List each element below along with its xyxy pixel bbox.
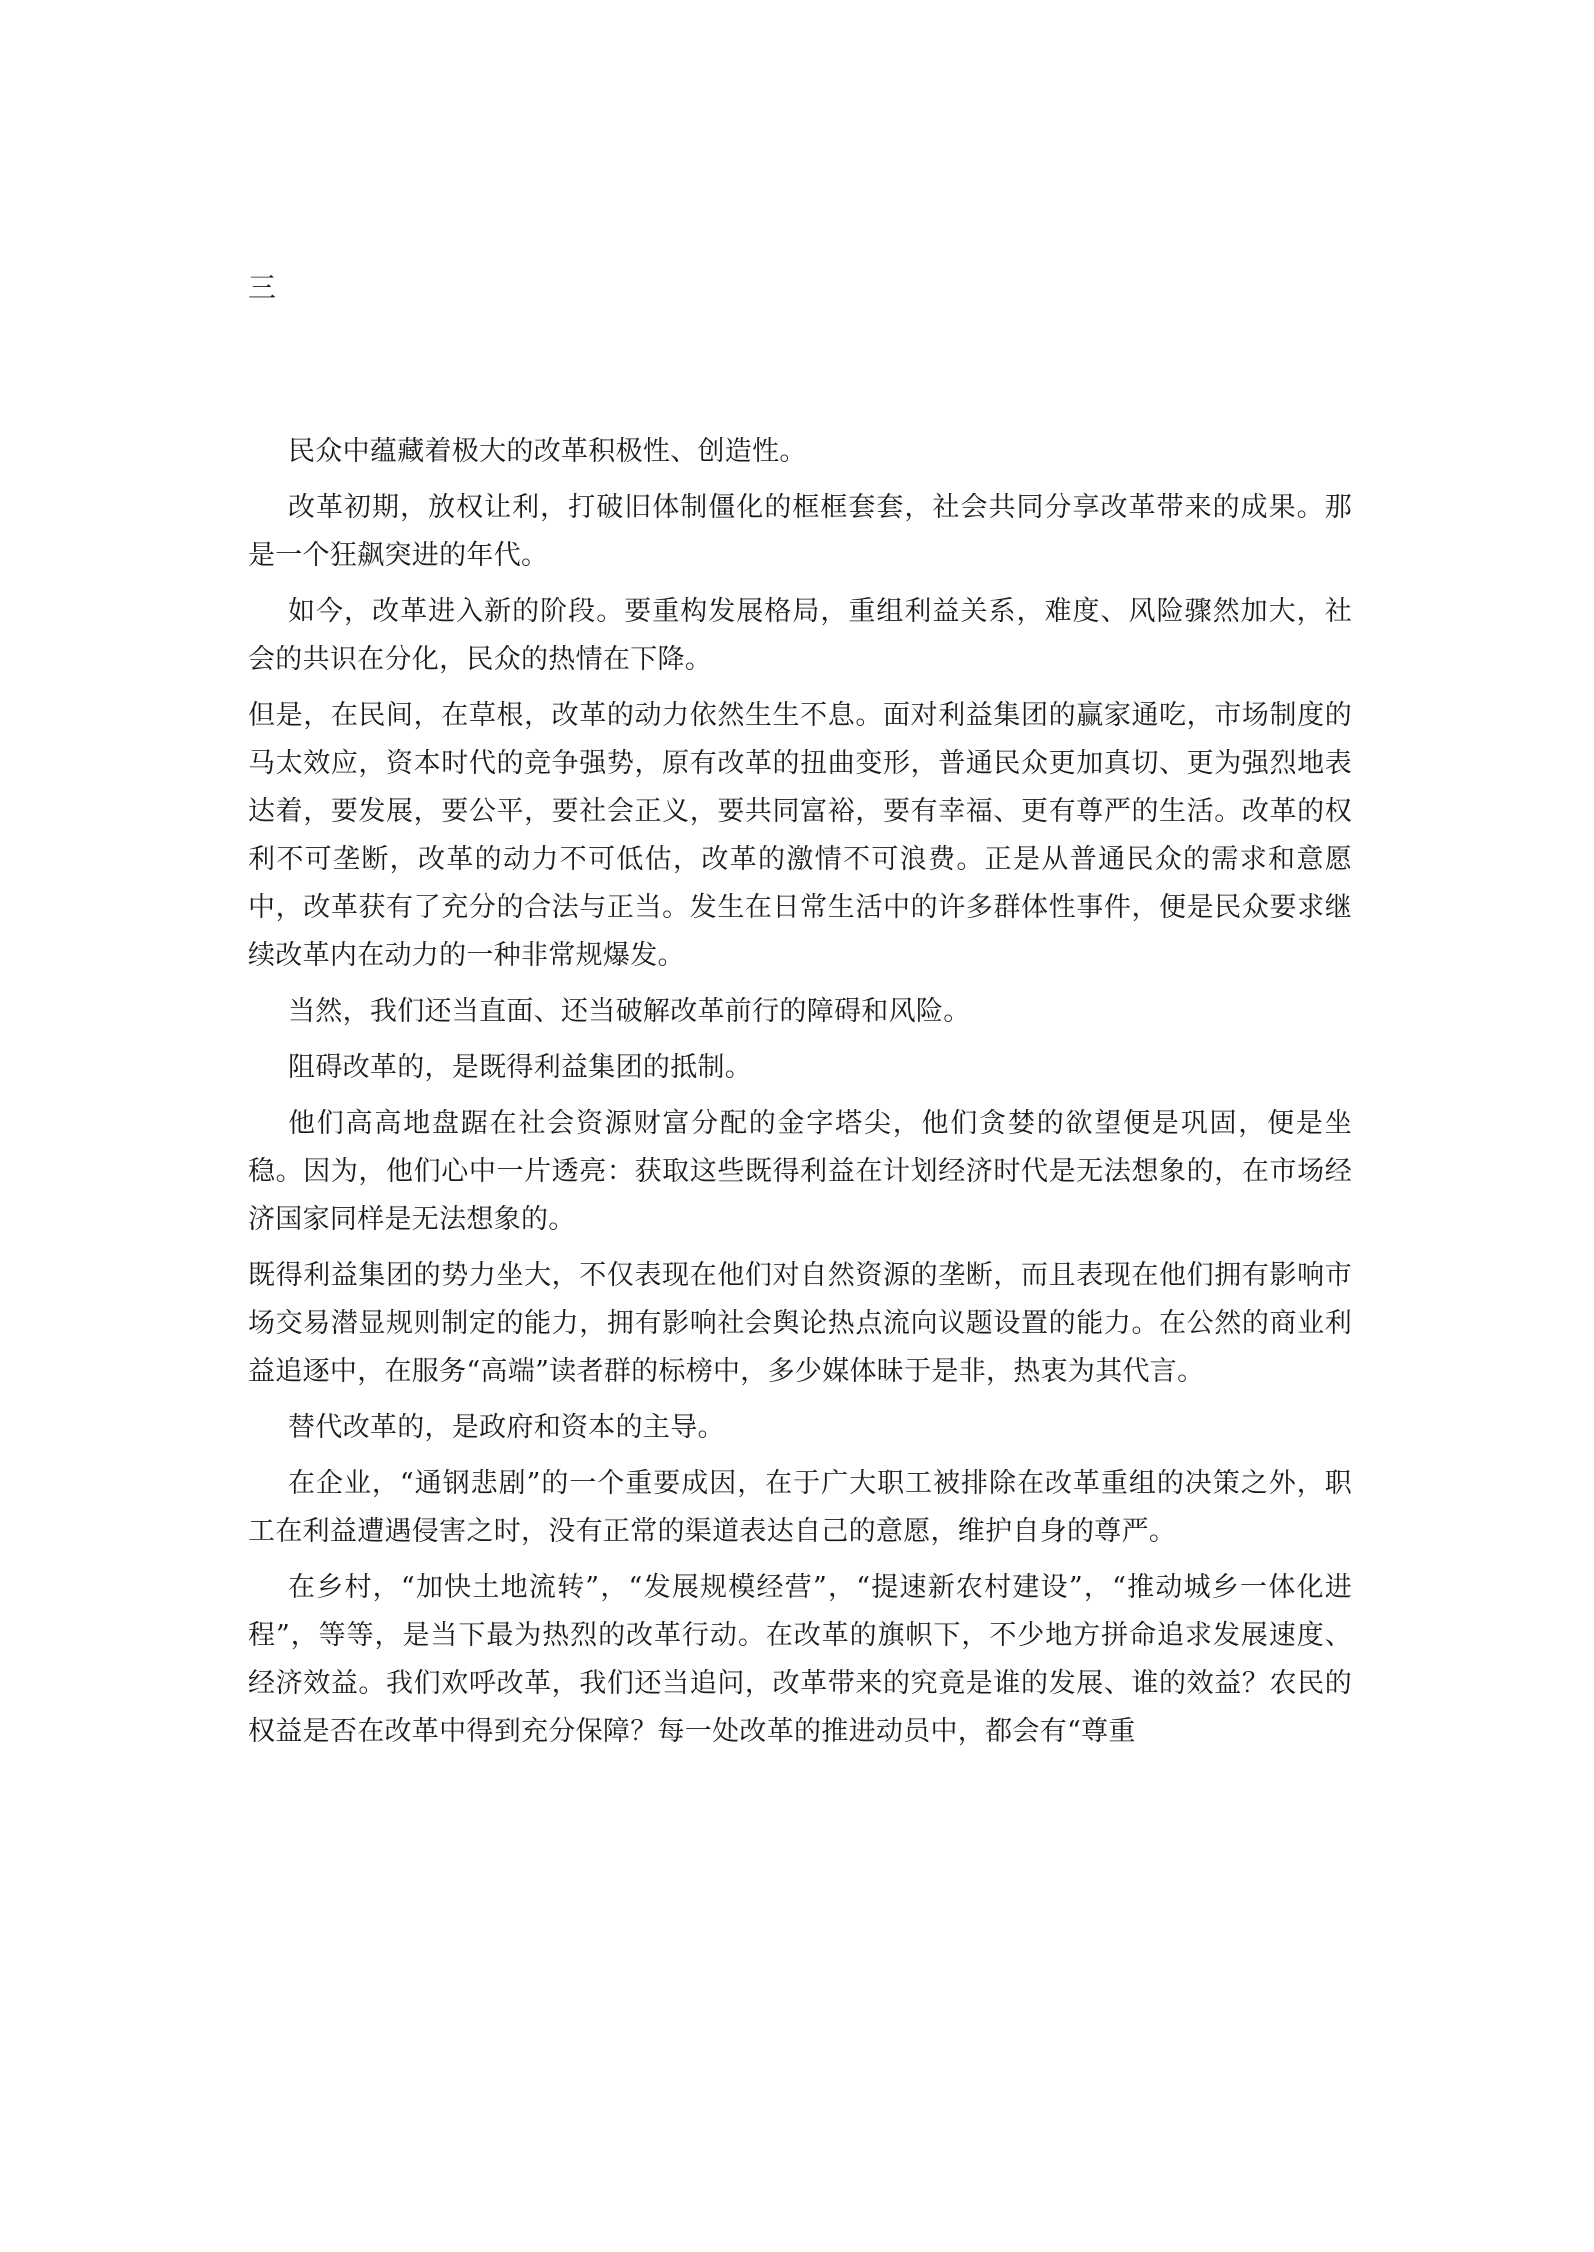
paragraph-1: 民众中蕴藏着极大的改革积极性、创造性。 <box>288 436 807 467</box>
paragraph-8: 既得利益集团的势力坐大，不仅表现在他们对自然资源的垄断，而且表现在他们拥有影响市场交易潜显规则制定的能力，拥有影响社会舆论热点流向议题设置的能力。在公然的商业利益追逐中，在服务“高端”读者群的标榜中，多少媒体昧于是非，热衷为其代言。 <box>248 1260 1352 1387</box>
paragraph-3: 如今，改革进入新的阶段。要重构发展格局，重组利益关系，难度、风险骤然加大，社会的共识在分化，民众的热情在下降。 <box>248 596 1352 675</box>
paragraph-2: 改革初期，放权让利，打破旧体制僵化的框框套套，社会共同分享改革带来的成果。那是一个狂飙突进的年代。 <box>248 492 1352 571</box>
paragraph-10: 在企业，“通钢悲剧”的一个重要成因，在于广大职工被排除在改革重组的决策之外，职工在利益遭遇侵害之时，没有正常的渠道表达自己的意愿，维护自身的尊严。 <box>248 1468 1352 1547</box>
section-number: 三 <box>248 271 277 304</box>
paragraph-9: 替代改革的，是政府和资本的主导。 <box>288 1412 725 1443</box>
paragraph-11: 在乡村，“加快土地流转”，“发展规模经营”，“提速新农村建设”，“推动城乡一体化进程”，等等，是当下最为热烈的改革行动。在改革的旗帜下，不少地方拼命追求发展速度、经济效益。我们欢呼改革，我们还当追问，改革带来的究竟是谁的发展、谁的效益？农民的权益是否在改革中得到充分保障？每一处改革的推进动员中，都会有“尊重 <box>248 1572 1352 1747</box>
paragraph-6: 阻碍改革的，是既得利益集团的抵制。 <box>288 1052 753 1083</box>
paragraph-7: 他们高高地盘踞在社会资源财富分配的金字塔尖，他们贪婪的欲望便是巩固，便是坐稳。因为，他们心中一片透亮：获取这些既得利益在计划经济时代是无法想象的，在市场经济国家同样是无法想象的。 <box>248 1108 1352 1235</box>
paragraph-5: 当然，我们还当直面、还当破解改革前行的障碍和风险。 <box>288 996 971 1027</box>
paragraph-4: 但是，在民间，在草根，改革的动力依然生生不息。面对利益集团的赢家通吃，市场制度的马太效应，资本时代的竞争强势，原有改革的扭曲变形，普通民众更加真切、更为强烈地表达着，要发展，要公平，要社会正义，要共同富裕，要有幸福、更有尊严的生活。改革的权利不可垄断，改革的动力不可低估，改革的激情不可浪费。正是从普通民众的需求和意愿中，改革获有了充分的合法与正当。发生在日常生活中的许多群体性事件，便是民众要求继续改革内在动力的一种非常规爆发。 <box>248 700 1352 971</box>
body-text <box>248 428 1352 1764</box>
